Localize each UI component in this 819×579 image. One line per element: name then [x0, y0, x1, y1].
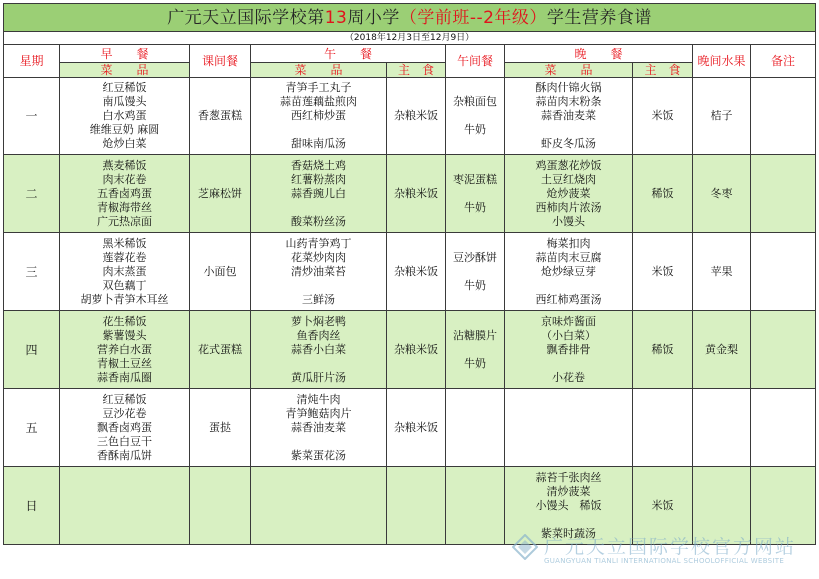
afternoon-snack-cell — [446, 155, 505, 233]
lunch-staple-cell: 杂粮米饭 — [387, 389, 446, 467]
dish-line — [251, 279, 386, 293]
dish-line — [251, 499, 386, 513]
subheader-breakfast-dishes: 菜 品 — [60, 63, 190, 78]
breakfast-dishes — [60, 311, 190, 389]
breakfast-dishes — [60, 389, 190, 467]
dish-line: 三色白豆干 — [97, 434, 152, 448]
evening-fruit-cell — [693, 389, 751, 467]
dish-line: 清炒菠菜 — [546, 484, 591, 498]
dish-line: 花生稀饭 — [102, 314, 147, 328]
weekday-cell: 二 — [4, 155, 60, 233]
dish-line: 牛奶 — [464, 278, 486, 292]
dish-line — [505, 435, 632, 449]
evening-fruit-cell: 冬枣 — [693, 155, 751, 233]
dish-line: 豆沙酥饼 — [453, 250, 497, 264]
dish-line: 紫菜时蔬汤 — [541, 526, 596, 540]
dish-line — [505, 393, 632, 407]
menu-row — [4, 389, 816, 467]
lunch-dishes — [251, 467, 387, 545]
notes-cell — [751, 311, 816, 389]
dish-line — [505, 513, 632, 527]
dish-line: 甜味南瓜汤 — [291, 137, 346, 150]
dish-line: 京味炸酱面 — [541, 314, 596, 328]
dish-line — [60, 499, 189, 513]
lunch-dishes — [251, 311, 387, 389]
dish-line: 炝炒绿豆芽 — [541, 264, 596, 278]
dish-line: 小馒头 稀饭 — [535, 498, 602, 512]
dish-line — [446, 499, 504, 513]
dish-line: 牛奶 — [464, 123, 486, 136]
dish-line — [505, 407, 632, 421]
header-dinner: 晚 餐 — [505, 45, 693, 63]
dish-line: 燕麦稀饭 — [102, 158, 147, 172]
dish-line: 萝卜焖老鸭 — [291, 314, 346, 328]
lunch-staple-cell — [387, 467, 446, 545]
dish-line: 牛奶 — [464, 356, 486, 370]
subheader-dinner-staple: 主 食 — [633, 63, 693, 78]
dish-line — [505, 421, 632, 435]
dinner-staple-cell — [633, 389, 693, 467]
break-snack-cell: 芝麻松饼 — [190, 155, 251, 233]
dish-line — [60, 485, 189, 499]
dish-line: 白水鸡蛋 — [102, 109, 147, 122]
weekday-cell: 五 — [4, 389, 60, 467]
afternoon-snack-cell — [446, 311, 505, 389]
menu-row — [4, 233, 816, 311]
dish-line: 黑米稀饭 — [102, 236, 147, 250]
dinner-dishes — [505, 233, 633, 311]
evening-fruit-cell: 黄金梨 — [693, 311, 751, 389]
header-afternoon-snack: 午间餐 — [446, 45, 505, 78]
date-range: （2018年12月3日至12月9日） — [4, 32, 816, 45]
break-snack-cell — [190, 467, 251, 545]
dish-line — [251, 357, 386, 371]
dish-line: 青笋手工丸子 — [285, 81, 352, 94]
menu-table — [3, 3, 816, 545]
dish-line: 虾皮冬瓜汤 — [541, 137, 596, 150]
subheader-lunch-staple: 主 食 — [387, 63, 446, 78]
dish-line: 青笋鲍菇肉片 — [285, 406, 352, 420]
dish-line: 鸡蛋葱花炒饭 — [535, 158, 602, 172]
dish-line: 广元热凉面 — [97, 214, 152, 228]
lunch-staple-cell: 杂粮米饭 — [387, 311, 446, 389]
header-break-snack: 课间餐 — [190, 45, 251, 78]
dish-line: 蒜香豌儿白 — [291, 186, 346, 200]
dish-line: 清炖牛肉 — [296, 392, 341, 406]
dish-line: 胡萝卜青笋木耳丝 — [80, 292, 169, 306]
dish-line: 双色藕丁 — [102, 278, 147, 292]
dish-line — [446, 187, 504, 201]
dish-line: 紫菜蛋花汤 — [291, 448, 346, 462]
dish-line — [251, 513, 386, 527]
dish-line: 紫薯馒头 — [102, 328, 147, 342]
dish-line: 青椒土豆丝 — [97, 356, 152, 370]
dish-line — [60, 513, 189, 527]
dish-line — [446, 109, 504, 123]
title-prefix: 广元天立国际学校第 — [167, 7, 325, 28]
dish-line — [251, 485, 386, 499]
dish-line: 蒜苗肉末粉条 — [535, 95, 602, 108]
dish-line — [251, 123, 386, 137]
lunch-dishes — [251, 389, 387, 467]
dish-line: 蒜苗肉末豆腐 — [535, 250, 602, 264]
dish-line — [446, 485, 504, 499]
dish-line: 梅菜扣肉 — [546, 236, 591, 250]
dish-line: 清炒油菜苔 — [291, 264, 346, 278]
dish-line: 炝炒白菜 — [102, 137, 147, 150]
lunch-staple-cell: 杂粮米饭 — [387, 233, 446, 311]
dish-line — [446, 265, 504, 279]
watermark — [508, 528, 814, 574]
dish-line — [446, 421, 504, 435]
subheader-lunch-dishes: 菜 品 — [251, 63, 387, 78]
school-logo-icon — [512, 534, 538, 560]
dinner-dishes — [505, 311, 633, 389]
dish-line: 杂粮面包 — [453, 95, 497, 108]
menu-row — [4, 311, 816, 389]
dish-line: 飘香卤鸡蛋 — [97, 420, 152, 434]
menu-row — [4, 155, 816, 233]
dish-line: 青椒海带丝 — [97, 200, 152, 214]
dish-line: 蒜香南瓜圈 — [97, 370, 152, 384]
dish-line — [251, 471, 386, 485]
dish-line — [446, 435, 504, 449]
dish-line: 鱼香肉丝 — [296, 328, 341, 342]
evening-fruit-cell: 苹果 — [693, 233, 751, 311]
dish-line — [251, 435, 386, 449]
breakfast-dishes — [60, 78, 190, 155]
lunch-dishes — [251, 155, 387, 233]
header-evening-fruit: 晚间水果 — [693, 45, 751, 78]
dish-line: 维维豆奶 麻圆 — [89, 123, 160, 136]
dish-line: 蒜香油麦菜 — [541, 109, 596, 122]
dish-line — [505, 449, 632, 463]
dish-line — [446, 343, 504, 357]
dish-line: 香酥南瓜饼 — [97, 448, 152, 462]
dish-line: 炝炒菠菜 — [546, 186, 591, 200]
notes-cell — [751, 155, 816, 233]
dish-line: 香菇烧土鸡 — [291, 158, 346, 172]
afternoon-snack-cell — [446, 467, 505, 545]
break-snack-cell: 蛋挞 — [190, 389, 251, 467]
title-week-no: 13 — [324, 7, 348, 28]
dish-line: 小馒头 — [552, 214, 585, 228]
dish-line: 莲蓉花卷 — [102, 250, 147, 264]
dish-line: 红薯粉蒸肉 — [291, 172, 346, 186]
dinner-staple-cell: 稀饭 — [633, 311, 693, 389]
header-weekday: 星期 — [4, 45, 60, 78]
watermark-english: GUANGYUAN TIANLI INTERNATIONAL SCHOOLOFFICIAL WEBSITE — [544, 557, 785, 565]
dish-line: 豆沙花卷 — [102, 406, 147, 420]
break-snack-cell: 小面包 — [190, 233, 251, 311]
dish-line: 西红柿鸡蛋汤 — [535, 292, 602, 306]
watermark-chinese: 广元天立国际学校官方网站 — [544, 536, 797, 558]
notes-cell — [751, 389, 816, 467]
dinner-staple-cell: 米饭 — [633, 467, 693, 545]
breakfast-dishes — [60, 467, 190, 545]
notes-cell — [751, 233, 816, 311]
break-snack-cell: 花式蛋糕 — [190, 311, 251, 389]
dish-line: 西柿肉片浓汤 — [535, 200, 602, 214]
lunch-staple-cell: 杂粮米饭 — [387, 155, 446, 233]
dish-line: 西红柿炒蛋 — [291, 109, 346, 122]
dish-line: 蒜香油麦菜 — [291, 420, 346, 434]
dish-line: 蒜香小白菜 — [291, 342, 346, 356]
dinner-dishes — [505, 78, 633, 155]
title-middle: 周小学 — [347, 7, 400, 28]
breakfast-dishes — [60, 155, 190, 233]
dish-line: 小花卷 — [552, 370, 585, 384]
dish-line — [446, 513, 504, 527]
dish-line: 酥肉什锦火锅 — [535, 81, 602, 94]
dish-line: 枣泥蛋糕 — [453, 172, 497, 186]
notes-cell — [751, 78, 816, 155]
dinner-dishes — [505, 389, 633, 467]
weekday-cell: 四 — [4, 311, 60, 389]
header-lunch: 午 餐 — [251, 45, 446, 63]
dish-line — [251, 527, 386, 541]
subheader-dinner-dishes: 菜 品 — [505, 63, 633, 78]
dish-line — [60, 527, 189, 541]
dinner-staple-cell: 稀饭 — [633, 155, 693, 233]
lunch-staple-cell: 杂粮米饭 — [387, 78, 446, 155]
dish-line: 肉末花卷 — [102, 172, 147, 186]
dish-line: 五香卤鸡蛋 — [97, 186, 152, 200]
dish-line: 蒜苔千张肉丝 — [535, 470, 602, 484]
title-suffix: 学生营养食谱 — [546, 7, 652, 28]
lunch-dishes — [251, 233, 387, 311]
weekday-cell: 三 — [4, 233, 60, 311]
lunch-dishes — [251, 78, 387, 155]
dish-line: 肉末蒸蛋 — [102, 264, 147, 278]
dish-line: 黄瓜肝片汤 — [291, 370, 346, 384]
dinner-staple-cell: 米饭 — [633, 78, 693, 155]
dish-line: 蒜苗莲藕盐煎肉 — [280, 95, 357, 108]
dish-line: 牛奶 — [464, 200, 486, 214]
dish-line — [505, 123, 632, 137]
dish-line: 飘香排骨 — [546, 342, 591, 356]
dish-line: 营养白水蛋 — [97, 342, 152, 356]
dish-line: 红豆稀饭 — [102, 392, 147, 406]
dish-line: 花菜炒肉肉 — [291, 250, 346, 264]
breakfast-dishes — [60, 233, 190, 311]
title-grades: （学前班--2年级） — [399, 7, 547, 28]
break-snack-cell: 香葱蛋糕 — [190, 78, 251, 155]
dish-line — [251, 201, 386, 215]
header-breakfast: 早 餐 — [60, 45, 190, 63]
dish-line: 三鲜汤 — [302, 292, 335, 306]
dish-line: （小白菜） — [541, 328, 596, 342]
dish-line — [446, 407, 504, 421]
dish-line: 土豆红烧肉 — [541, 172, 596, 186]
dish-line: 红豆稀饭 — [102, 81, 147, 94]
dish-line: 山药青笋鸡丁 — [285, 236, 352, 250]
evening-fruit-cell: 桔子 — [693, 78, 751, 155]
dish-line: 沾糖膜片 — [453, 328, 497, 342]
dish-line — [60, 471, 189, 485]
dinner-dishes — [505, 155, 633, 233]
afternoon-snack-cell — [446, 233, 505, 311]
page-title — [4, 4, 816, 32]
afternoon-snack-cell — [446, 78, 505, 155]
dish-line: 酸菜粉丝汤 — [291, 214, 346, 228]
weekday-cell: 一 — [4, 78, 60, 155]
dish-line — [505, 357, 632, 371]
dish-line — [505, 279, 632, 293]
menu-row — [4, 78, 816, 155]
weekday-cell: 日 — [4, 467, 60, 545]
dinner-staple-cell: 米饭 — [633, 233, 693, 311]
dish-line: 南瓜馒头 — [102, 95, 147, 108]
header-notes: 备注 — [751, 45, 816, 78]
afternoon-snack-cell — [446, 389, 505, 467]
